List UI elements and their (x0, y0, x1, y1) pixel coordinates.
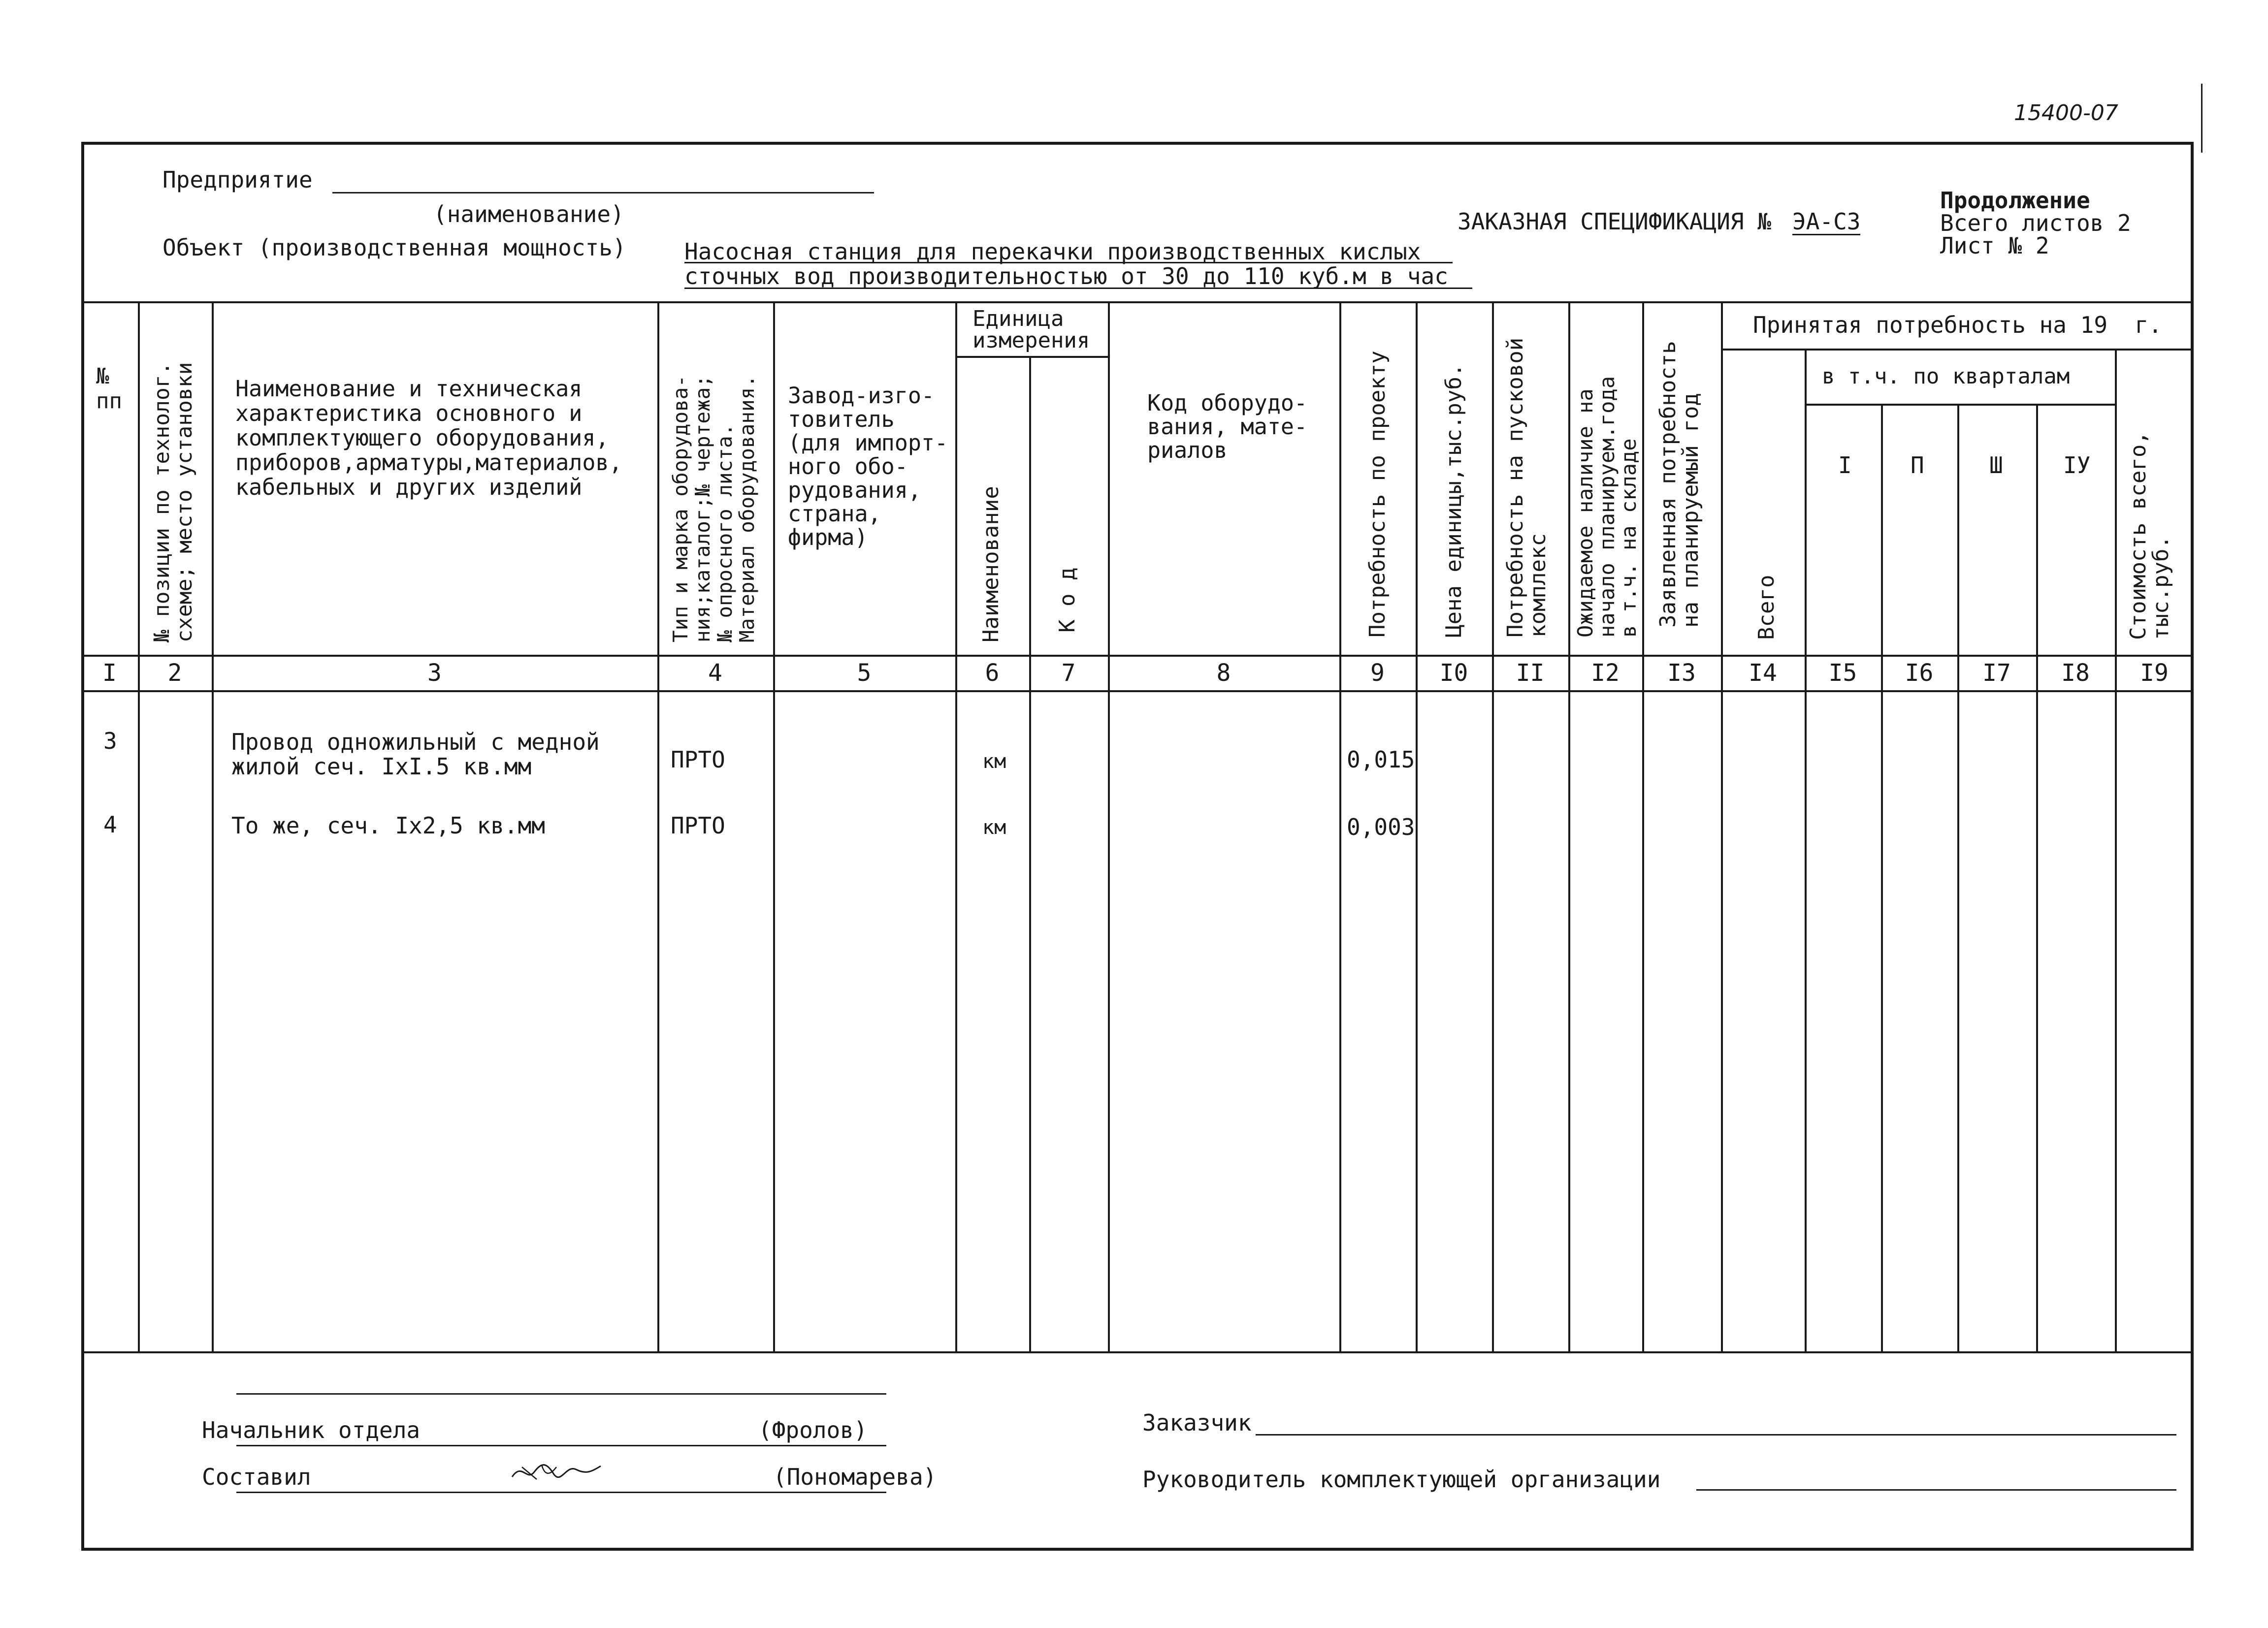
header-col-3: Наименование и техническая характеристика основного и комплектующего оборудования, приборов,арматуры,материалов, кабельных и других изделий (235, 376, 622, 500)
col-divider (1029, 356, 1031, 1351)
row-number: 4 (103, 811, 117, 838)
form-frame (81, 142, 2194, 1551)
signature (507, 1452, 606, 1492)
header-accepted-group: Принятая потребность на 19 г. (1753, 312, 2162, 338)
header-col-1: № пп (96, 364, 122, 414)
table-bottom-line (81, 1351, 2194, 1353)
column-number: 3 (427, 659, 442, 687)
col-divider (212, 301, 214, 1351)
column-number: I5 (1828, 659, 1857, 687)
column-number: I3 (1667, 659, 1696, 687)
header-col-8: Код оборудо- вания, мате- риалов (1147, 390, 1308, 463)
enterprise-caption: (наименование) (433, 201, 624, 227)
row-number: 3 (103, 728, 117, 754)
table-top-line (81, 301, 2194, 303)
col-divider (1108, 301, 1110, 1351)
footer-top-line (236, 1393, 886, 1395)
unit-group-line (955, 356, 1108, 358)
header-unit-group: Единица измерения (972, 306, 1090, 353)
row-name-line1: То же, сеч. Iх2,5 кв.мм (231, 812, 545, 839)
spec-title: ЗАКАЗНАЯ СПЕЦИФИКАЦИЯ № (1458, 208, 1771, 235)
column-number: I4 (1749, 659, 1777, 687)
header-col-19: Стоимость всего, тыс.руб. (2126, 431, 2173, 640)
header-col-12: Ожидаемое наличие на начало планируем.года в т.ч. на складе (1573, 376, 1641, 638)
row-type: ПРТО (671, 746, 725, 773)
compiled-label: Составил (202, 1464, 311, 1490)
row-name-line2: жилой сеч. IxI.5 кв.мм (231, 753, 532, 780)
total-sheets: Всего листов 2 (1940, 210, 2131, 236)
column-number: I0 (1439, 659, 1468, 687)
column-number: 5 (857, 659, 872, 687)
continuation-label: Продолжение (1940, 187, 2090, 214)
col-divider (1568, 301, 1570, 1351)
col-divider (1721, 301, 1723, 1351)
header-col-7: К о д (1055, 567, 1080, 633)
row-unit: км (982, 750, 1006, 773)
accepted-group-line (1721, 349, 2194, 351)
column-number: I8 (2061, 659, 2090, 687)
col-divider (1339, 301, 1341, 1351)
header-q4: IУ (2063, 452, 2091, 479)
col-divider (1957, 404, 1959, 1351)
enterprise-label: Предприятие (162, 166, 313, 193)
col-divider (1492, 301, 1494, 1351)
head-line (236, 1445, 886, 1446)
col-divider (2036, 404, 2038, 1351)
margin-line (2201, 84, 2203, 153)
header-col-6: Наименование (978, 486, 1004, 642)
header-col-11: Потребность на пусковой комплекс (1503, 337, 1551, 638)
column-number: 6 (985, 659, 1000, 687)
column-number: 8 (1216, 659, 1231, 687)
header-col-13: Заявленная потребность на планируемый год (1655, 341, 1703, 628)
col-divider (1416, 301, 1418, 1351)
header-col-9: Потребность по проекту (1365, 351, 1390, 638)
header-q2: П (1911, 452, 1924, 479)
header-col-5: Завод-изго- товитель (для импорт- ного обо- рудования, страна, фирма) (788, 383, 948, 550)
column-number: 7 (1061, 659, 1076, 687)
quarters-group-line (1805, 404, 2115, 406)
column-number: 2 (167, 659, 182, 687)
column-numbers-top-line (81, 655, 2194, 657)
column-number: 4 (708, 659, 722, 687)
head-label: Начальник отдела (202, 1417, 421, 1443)
column-numbers-bottom-line (81, 690, 2194, 692)
column-number: 9 (1370, 659, 1385, 687)
row-name-line1: Провод одножильный с медной (231, 729, 600, 755)
document-number: 15400-07 (2014, 100, 2118, 126)
compiled-line (236, 1492, 886, 1493)
col-divider (2115, 349, 2117, 1351)
header-quarters-group: в т.ч. по кварталам (1822, 364, 2070, 389)
object-value-line2: сточных вод производительностью от 30 до 110 куб.м в час (684, 263, 1448, 289)
compiled-name: (Пономарева) (773, 1464, 937, 1490)
col-divider (657, 301, 659, 1351)
column-number: I2 (1591, 659, 1620, 687)
col-divider (773, 301, 775, 1351)
enterprise-line (332, 192, 874, 193)
object-line2 (684, 287, 1472, 289)
column-number: I7 (1982, 659, 2011, 687)
col-divider (955, 301, 957, 1351)
spec-number: ЭА-СЗ (1792, 208, 1861, 235)
header-col-2: № позиции по технолог. схеме; место установки (150, 362, 197, 642)
col-divider (1805, 349, 1807, 1351)
row-quantity: 0,015 (1347, 746, 1415, 773)
sheet-number: Лист № 2 (1940, 232, 2049, 259)
col-divider (1642, 301, 1644, 1351)
row-unit: км (982, 816, 1006, 839)
column-number: II (1516, 659, 1545, 687)
column-number: I9 (2140, 659, 2169, 687)
column-number: I (102, 659, 117, 687)
header-col-4: Тип и марка оборудова- ния;каталог;№ чертежа; № опросного листа. Материал оборудования. (669, 375, 759, 642)
object-label: Объект (производственная мощность) (162, 234, 626, 261)
org-label: Руководитель комплектующей организации (1142, 1466, 1661, 1493)
header-q3: Ш (1989, 452, 2003, 479)
head-name: (Фролов) (758, 1417, 868, 1443)
row-type: ПРТО (671, 812, 725, 839)
customer-line (1256, 1434, 2176, 1436)
header-q1: I (1838, 452, 1852, 479)
org-line (1696, 1489, 2176, 1491)
col-divider (138, 301, 140, 1351)
customer-label: Заказчик (1142, 1409, 1252, 1436)
header-col-10: Цена единицы,тыс.руб. (1441, 363, 1466, 638)
row-quantity: 0,003 (1347, 814, 1415, 840)
header-col-14: Всего (1754, 575, 1779, 640)
column-number: I6 (1905, 659, 1934, 687)
col-divider (1881, 404, 1883, 1351)
object-value-line1: Насосная станция для перекачки производственных кислых (684, 238, 1421, 265)
